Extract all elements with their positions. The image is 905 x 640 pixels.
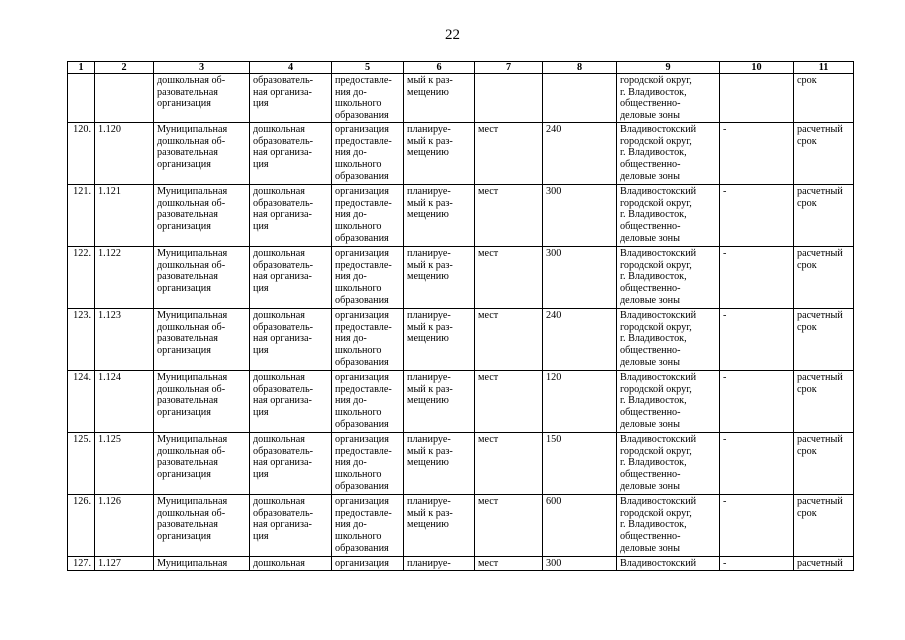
cell-purpose: организация предоставле- ния до- школьного образования [332,495,404,557]
column-header: 10 [720,62,794,74]
cell-status: планируе- мый к раз- мещению [404,371,475,433]
column-header: 1 [68,62,95,74]
cell-zone: - [720,247,794,309]
cell-name: Муниципальная [154,557,250,571]
cell-location: Владивостокский городской округ, г. Владивосток, общественно- деловые зоны [617,309,720,371]
cell-capacity: 300 [543,185,617,247]
cell-name: Муниципальная дошкольная об- разовательная организация [154,123,250,185]
cell-term: расчетный срок [794,371,854,433]
cell-term: расчетный срок [794,433,854,495]
cell-capacity [543,74,617,123]
cell-status: планируе- мый к раз- мещению [404,247,475,309]
cell-location: Владивостокский [617,557,720,571]
cell-name: Муниципальная дошкольная об- разовательная организация [154,433,250,495]
column-header: 11 [794,62,854,74]
cell-id: 1.126 [95,495,154,557]
cell-purpose: предоставле- ния до- школьного образования [332,74,404,123]
cell-zone: - [720,371,794,433]
cell-status: мый к раз- мещению [404,74,475,123]
cell-location: Владивостокский городской округ, г. Владивосток, общественно- деловые зоны [617,123,720,185]
cell-type: дошкольная образователь- ная организа- ция [250,371,332,433]
column-header: 3 [154,62,250,74]
cell-type: дошкольная [250,557,332,571]
cell-zone: - [720,433,794,495]
header-row [68,62,854,74]
column-header: 4 [250,62,332,74]
cell-name: Муниципальная дошкольная об- разовательная организация [154,371,250,433]
cell-unit: мест [475,495,543,557]
table-row [68,557,854,571]
cell-unit: мест [475,247,543,309]
cell-id: 1.121 [95,185,154,247]
cell-number: 122. [68,247,95,309]
cell-capacity: 240 [543,123,617,185]
cell-location: городской округ, г. Владивосток, общественно- деловые зоны [617,74,720,123]
cell-purpose: организация [332,557,404,571]
cell-status: планируе- [404,557,475,571]
cell-name: Муниципальная дошкольная об- разовательная организация [154,247,250,309]
page-number: 22 [445,27,460,43]
cell-term: срок [794,74,854,123]
cell-number: 126. [68,495,95,557]
cell-term: расчетный срок [794,495,854,557]
cell-id: 1.124 [95,371,154,433]
table-row [68,371,854,433]
cell-number [68,74,95,123]
cell-capacity: 300 [543,247,617,309]
cell-number: 124. [68,371,95,433]
cell-id: 1.127 [95,557,154,571]
cell-type: образователь- ная организа- ция [250,74,332,123]
cell-unit [475,74,543,123]
cell-unit: мест [475,309,543,371]
cell-capacity: 600 [543,495,617,557]
column-header: 6 [404,62,475,74]
cell-location: Владивостокский городской округ, г. Владивосток, общественно- деловые зоны [617,433,720,495]
cell-type: дошкольная образователь- ная организа- ция [250,495,332,557]
cell-unit: мест [475,371,543,433]
cell-type: дошкольная образователь- ная организа- ция [250,123,332,185]
table-row [68,247,854,309]
table-row [68,309,854,371]
cell-id: 1.120 [95,123,154,185]
cell-status: планируе- мый к раз- мещению [404,123,475,185]
column-header: 8 [543,62,617,74]
cell-number: 123. [68,309,95,371]
cell-purpose: организация предоставле- ния до- школьного образования [332,433,404,495]
cell-capacity: 300 [543,557,617,571]
cell-zone: - [720,495,794,557]
cell-location: Владивостокский городской округ, г. Владивосток, общественно- деловые зоны [617,495,720,557]
cell-unit: мест [475,557,543,571]
cell-unit: мест [475,185,543,247]
continuation-row [68,74,854,123]
cell-status: планируе- мый к раз- мещению [404,433,475,495]
cell-term: расчетный срок [794,247,854,309]
table-row [68,123,854,185]
column-header: 7 [475,62,543,74]
cell-term: расчетный срок [794,123,854,185]
cell-name: Муниципальная дошкольная об- разовательная организация [154,309,250,371]
cell-name: Муниципальная дошкольная об- разовательная организация [154,185,250,247]
cell-capacity: 150 [543,433,617,495]
cell-unit: мест [475,123,543,185]
cell-name: дошкольная об- разовательная организация [154,74,250,123]
cell-id: 1.125 [95,433,154,495]
cell-type: дошкольная образователь- ная организа- ция [250,247,332,309]
cell-term: расчетный [794,557,854,571]
table-row [68,495,854,557]
table-row [68,433,854,495]
cell-term: расчетный срок [794,309,854,371]
cell-location: Владивостокский городской округ, г. Владивосток, общественно- деловые зоны [617,371,720,433]
cell-capacity: 120 [543,371,617,433]
cell-location: Владивостокский городской округ, г. Владивосток, общественно- деловые зоны [617,185,720,247]
cell-number: 121. [68,185,95,247]
document-table [67,61,854,571]
cell-purpose: организация предоставле- ния до- школьного образования [332,247,404,309]
cell-purpose: организация предоставле- ния до- школьного образования [332,371,404,433]
cell-number: 127. [68,557,95,571]
column-header: 2 [95,62,154,74]
cell-id [95,74,154,123]
cell-status: планируе- мый к раз- мещению [404,495,475,557]
column-header: 9 [617,62,720,74]
column-header: 5 [332,62,404,74]
cell-capacity: 240 [543,309,617,371]
cell-id: 1.122 [95,247,154,309]
cell-name: Муниципальная дошкольная об- разовательная организация [154,495,250,557]
cell-purpose: организация предоставле- ния до- школьного образования [332,185,404,247]
cell-zone [720,74,794,123]
cell-purpose: организация предоставле- ния до- школьного образования [332,123,404,185]
cell-number: 125. [68,433,95,495]
cell-unit: мест [475,433,543,495]
cell-type: дошкольная образователь- ная организа- ция [250,185,332,247]
cell-status: планируе- мый к раз- мещению [404,309,475,371]
cell-status: планируе- мый к раз- мещению [404,185,475,247]
cell-zone: - [720,557,794,571]
cell-zone: - [720,309,794,371]
cell-number: 120. [68,123,95,185]
cell-type: дошкольная образователь- ная организа- ция [250,309,332,371]
cell-type: дошкольная образователь- ная организа- ция [250,433,332,495]
cell-term: расчетный срок [794,185,854,247]
cell-zone: - [720,185,794,247]
cell-id: 1.123 [95,309,154,371]
cell-purpose: организация предоставле- ния до- школьного образования [332,309,404,371]
cell-location: Владивостокский городской округ, г. Владивосток, общественно- деловые зоны [617,247,720,309]
cell-zone: - [720,123,794,185]
table-row [68,185,854,247]
